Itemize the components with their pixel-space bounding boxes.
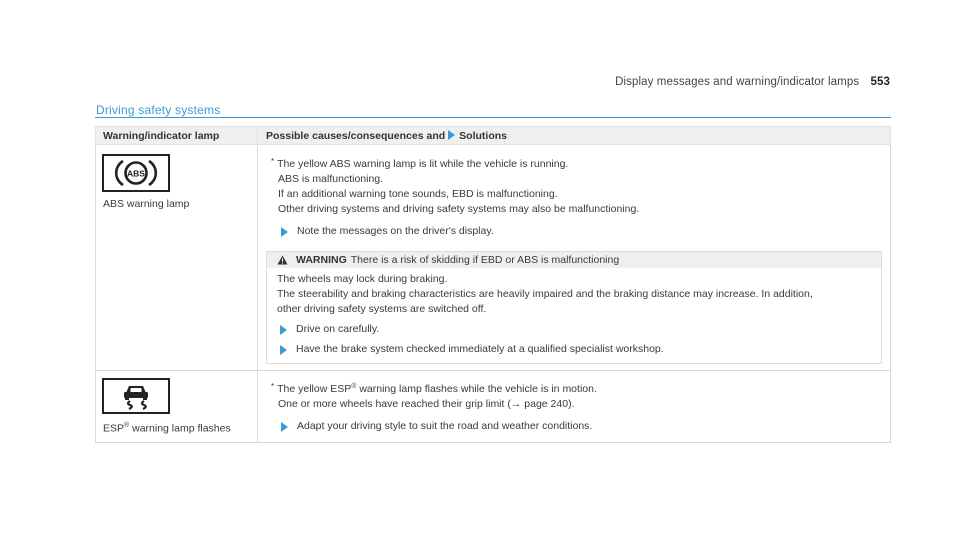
- warning-text: The steerability and braking characteristics are heavily impaired and the braking distance may increase. In addition,: [277, 288, 813, 300]
- asterisk-mark: *: [271, 157, 275, 166]
- lamp-label: ABS warning lamp: [103, 198, 190, 210]
- cause-text: The yellow ABS warning lamp is lit while the vehicle is running.: [277, 158, 569, 170]
- causes-cell: [258, 145, 891, 371]
- lamp-cell: [96, 145, 258, 371]
- solution-step: [271, 224, 890, 239]
- arrow-right-icon: [280, 345, 287, 355]
- solution-step: [271, 419, 890, 434]
- cause-line: [271, 397, 890, 412]
- lamp-cell: [96, 371, 258, 443]
- column-header-solutions-label: Solutions: [459, 129, 508, 142]
- column-header-causes: [258, 127, 891, 145]
- lamp-table: [95, 126, 891, 443]
- lamp-label-text: warning lamp flashes: [129, 422, 231, 435]
- cause-line: ABS is malfunctioning.: [278, 173, 384, 185]
- solution-step: [277, 322, 873, 337]
- table-header-row: [96, 127, 891, 145]
- table-row: [96, 145, 891, 371]
- arrow-right-icon: [448, 130, 455, 140]
- page-number: 553: [870, 76, 890, 88]
- abs-warning-icon: [102, 154, 170, 192]
- solution-step-text: Have the brake system checked immediately at a qualified specialist workshop.: [296, 343, 664, 355]
- solution-step-text: Adapt your driving style to suit the road and weather conditions.: [297, 420, 593, 432]
- page-header-title: Display messages and warning/indicator lamps: [615, 76, 860, 88]
- solution-step: [277, 342, 873, 357]
- arrow-right-icon: [281, 422, 288, 432]
- asterisk-mark: *: [271, 382, 275, 391]
- cause-text: ).: [568, 398, 575, 410]
- lamp-label: [103, 422, 257, 435]
- cause-text: The yellow ESP: [277, 383, 352, 395]
- warning-title: WARNING: [296, 254, 347, 266]
- warning-text: The wheels may lock during braking.: [277, 273, 448, 285]
- lamp-label-text: ESP: [103, 422, 125, 435]
- warning-text: other driving safety systems are switched off.: [277, 303, 487, 315]
- table-row: [96, 371, 891, 443]
- causes-cell: [258, 371, 891, 443]
- svg-text:ABS: ABS: [127, 168, 145, 179]
- arrow-right-icon: [281, 227, 288, 237]
- warning-body: [267, 268, 881, 363]
- warning-header: [267, 252, 881, 268]
- cause-line: Other driving systems and driving safety systems may also be malfunctioning.: [278, 203, 640, 215]
- column-header-lamp: Warning/indicator lamp: [96, 127, 258, 145]
- warning-box: [266, 251, 882, 364]
- section-title: Driving safety systems: [96, 103, 221, 117]
- solution-step-text: Drive on carefully.: [296, 323, 380, 335]
- esp-warning-icon: [102, 378, 170, 414]
- cause-line: [271, 154, 890, 172]
- arrow-right-icon: [280, 325, 287, 335]
- warning-triangle-icon: [277, 255, 288, 265]
- section-divider: [95, 117, 891, 118]
- page-reference-link[interactable]: → page 240: [510, 398, 569, 410]
- warning-headline: There is a risk of skidding if EBD or ABS is malfunctioning: [350, 254, 620, 266]
- cause-text: warning lamp flashes while the vehicle is in motion.: [356, 383, 597, 395]
- cause-line: [271, 379, 890, 397]
- cause-line: If an additional warning tone sounds, EBD is malfunctioning.: [278, 188, 558, 200]
- registered-mark: ®: [351, 383, 357, 390]
- page-header: [615, 76, 890, 88]
- column-header-causes-label: Possible causes/consequences and: [266, 129, 446, 142]
- cause-text: One or more wheels have reached their grip limit (: [278, 398, 511, 410]
- registered-mark: ®: [124, 422, 130, 429]
- solution-step-text: Note the messages on the driver's display.: [297, 225, 494, 237]
